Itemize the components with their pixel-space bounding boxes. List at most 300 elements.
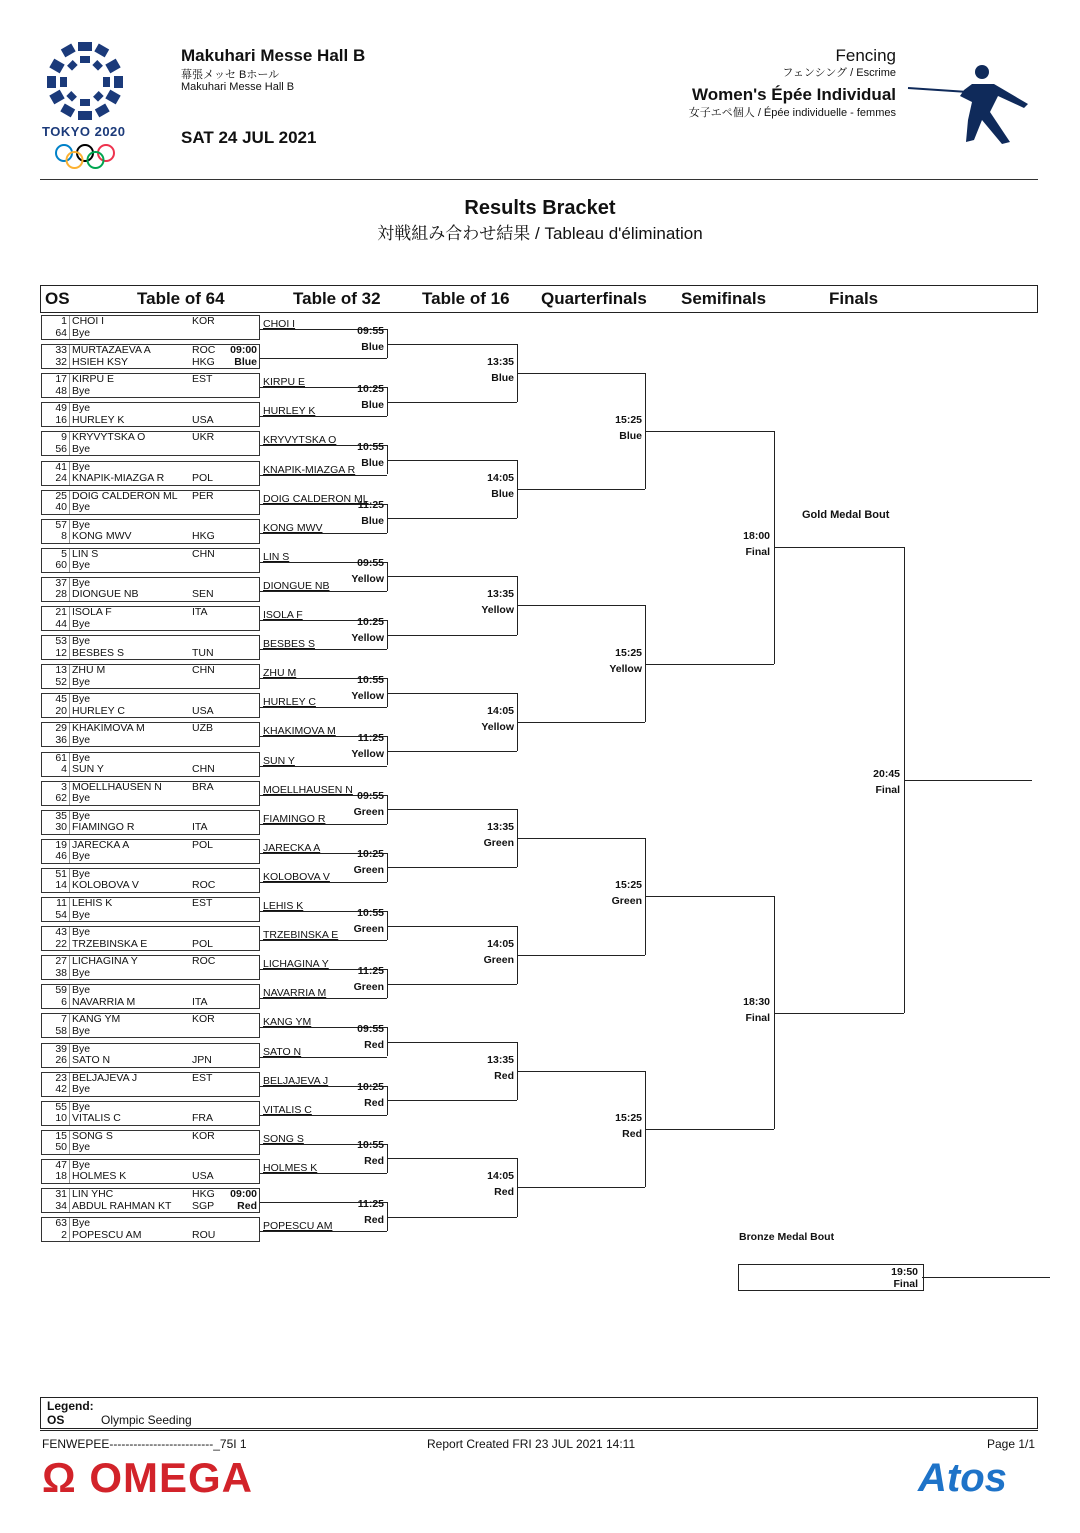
table16-line [387,344,517,345]
table32-bout-time: 10:25 [357,382,384,395]
fencer-seed: 48 [55,384,67,397]
fencer-seed: 54 [55,908,67,921]
fencer-noc: HKG [192,355,215,368]
fencer-name: Bye [72,693,91,706]
fencer-noc: ITA [192,995,208,1008]
table32-fencer: SATO N [263,1045,302,1058]
table64-bout [41,461,260,486]
fencer-name: Bye [72,576,91,589]
table32-fencer: KNAPIK-MIAZGA R [263,463,356,476]
table16-line [387,867,517,868]
table32-line [260,824,387,825]
quarter-line [517,1187,645,1188]
fencer-name: Bye [72,908,91,921]
table64-bout [41,402,260,427]
fencer-name: DIONGUE NB [72,588,139,601]
bout-piste: Blue [234,355,257,368]
table64-bout [41,722,260,747]
fencer-name: HURLEY K [72,413,125,426]
table32-bout-piste: Blue [361,340,384,353]
fencer-row [42,648,259,660]
gold-medal-label: Gold Medal Bout [802,509,890,521]
fencer-noc: ITA [192,606,208,618]
fencer-row [42,910,259,922]
fencer-seed: 59 [55,984,67,997]
fencer-name: ZHU M [72,664,106,677]
quarter-bout-piste: Green [611,895,642,908]
column-semifinals: Semifinals [681,289,767,308]
fencer-noc: KOR [192,1129,215,1142]
fencer-row [42,636,259,648]
table64-bout [41,810,260,835]
fencer-row [42,1084,259,1096]
fencer-seed: 47 [55,1158,67,1171]
table64-bout [41,635,260,660]
semi-line [645,1129,774,1130]
column-table-64: Table of 64 [137,289,225,308]
fencer-seed: 50 [55,1141,67,1154]
fencer-seed: 51 [55,867,67,880]
fencer-noc: ROU [192,1228,216,1241]
table32-line [260,416,387,417]
table16-line [387,984,517,985]
final-bout-time: 20:45 [873,768,900,781]
fencer-seed: 28 [55,588,67,601]
table16-bout-piste: Red [494,1186,514,1199]
quarter-line [517,838,645,839]
fencer-name: Bye [72,460,91,473]
table64-bout [41,1043,260,1068]
fencer-row [42,1189,259,1201]
fencer-noc: KOR [192,315,215,327]
fencer-name: Bye [72,1158,91,1171]
fencer-seed: 30 [55,821,67,834]
fencer-seed: 43 [55,926,67,939]
fencer-seed: 2 [61,1228,67,1241]
table16-line [387,809,517,810]
fencer-name: Bye [72,867,91,880]
semi-bout-time: 18:30 [743,995,770,1008]
table32-bout-piste: Green [353,806,384,819]
fencer-name: KNAPIK-MIAZGA R [72,472,165,484]
fencer-seed: 24 [55,472,67,484]
fencer-row [42,607,259,619]
fencer-row [42,1218,259,1230]
table16-bout-time: 14:05 [487,937,514,950]
fencer-seed: 22 [55,937,67,950]
fencer-seed: 6 [61,995,67,1008]
table32-fencer: MOELLHAUSEN N [263,783,353,796]
table32-fencer: CHOI I [263,318,296,330]
fencer-name: KANG YM [72,1013,121,1026]
fencer-row [42,956,259,968]
table32-bout-time: 10:25 [357,1081,384,1094]
table32-fencer: DIONGUE NB [263,579,330,592]
fencer-row [42,1171,259,1183]
fencer-seed: 55 [55,1100,67,1113]
fencer-noc: BRA [192,780,214,793]
fencer-noc: ROC [192,344,216,357]
fencer-seed: 18 [55,1170,67,1183]
fencer-row [42,665,259,677]
table32-bout-time: 09:55 [357,790,384,803]
table64-bout [41,1101,260,1126]
fencer-row [42,968,259,980]
champion-line [904,780,1032,781]
table32-fencer: VITALIS C [263,1103,312,1116]
fencer-noc: SGP [192,1199,215,1212]
table32-fencer: NAVARRIA M [263,987,327,1000]
fencer-seed: 35 [55,809,67,822]
fencer-noc: EST [192,1071,213,1084]
fencer-name: HOLMES K [72,1170,127,1183]
fencer-row [42,822,259,834]
fencer-row [42,374,259,386]
fencer-name: Bye [72,518,91,531]
table16-bout-time: 13:35 [487,821,514,834]
fencer-seed: 27 [55,955,67,968]
fencer-seed: 56 [55,442,67,455]
table64-bout [41,664,260,689]
fencer-row [42,415,259,427]
fencer-row [42,619,259,631]
fencer-name: Bye [72,966,91,979]
fencer-seed: 52 [55,675,67,688]
column-table-16: Table of 16 [422,289,510,308]
atos-logo: Atos [918,1456,1007,1500]
table64-bout [41,1159,260,1184]
fencer-row [42,764,259,776]
table32-fencer: KIRPU E [263,376,306,389]
table16-line [387,1158,517,1159]
table16-bout-time: 14:05 [487,1170,514,1183]
fencer-row [42,939,259,951]
fencer-row [42,1230,259,1242]
table16-bout-piste: Yellow [481,720,514,733]
table32-fencer: HOLMES K [263,1161,318,1174]
page-title: Results Bracket [464,197,616,219]
fencer-seed: 8 [61,530,67,543]
fencer-seed: 41 [55,460,67,473]
table16-bout-time: 14:05 [487,472,514,485]
table32-fencer: LICHAGINA Y [263,958,329,971]
quarter-bout-piste: Yellow [609,662,642,675]
fencer-name: LIN S [72,547,99,560]
quarter-line [517,955,645,956]
table32-fencer: ZHU M [263,667,297,680]
table64-bout [41,1130,260,1155]
semi-line [645,431,774,432]
table64-bout [41,606,260,631]
fencer-name: Bye [72,501,91,514]
table32-fencer: ISOLA F [263,609,303,621]
fencer-name: Bye [72,984,91,997]
fencer-name: BESBES S [72,646,124,659]
fencer-name: Bye [72,635,91,648]
final-line [774,547,904,548]
venue-title: Makuhari Messe Hall B [181,46,366,65]
fencer-noc: USA [192,704,214,717]
table64-bout [41,315,260,340]
footer-code: FENWEPEE--------------------------_75I 1 [42,1437,247,1451]
table32-fencer: KRYVYTSKA O [263,434,337,447]
fencer-name: ISOLA F [72,606,112,618]
bronze-winner-line [922,1277,1050,1278]
table32-bout-piste: Green [353,922,384,935]
fencer-seed: 7 [61,1013,67,1026]
fencer-seed: 14 [55,879,67,892]
fencer-seed: 49 [55,402,67,415]
table32-line [260,533,387,534]
table64-bout [41,344,260,369]
fencer-noc: POL [192,472,214,484]
table64-bout [41,373,260,398]
table16-line [387,693,517,694]
fencer-seed: 29 [55,722,67,735]
fencer-row [42,473,259,485]
bout-time: 09:00 [230,344,257,357]
fencer-noc: HKG [192,1188,215,1200]
table32-bout-piste: Green [353,980,384,993]
fencer-row [42,851,259,863]
fencer-seed: 4 [61,763,67,775]
fencer-seed: 32 [55,355,67,368]
table16-line [387,635,517,636]
fencer-seed: 61 [55,751,67,764]
table32-fencer: KOLOBOVA V [263,870,330,883]
semi-bout-piste: Final [745,1011,770,1024]
table64-bout [41,548,260,573]
table16-bout-piste: Yellow [481,604,514,617]
fencer-seed: 58 [55,1024,67,1037]
fencer-seed: 38 [55,966,67,979]
tokyo-2020-logo [44,40,126,122]
fencer-noc: ITA [192,821,208,834]
fencer-noc: CHN [192,547,215,560]
legend-code: OS [47,1413,65,1427]
table32-bout-time: 10:55 [357,440,384,453]
table64-bout [41,868,260,893]
fencer-noc: POL [192,937,214,950]
fencer-name: Bye [72,1100,91,1113]
quarter-line [517,605,645,606]
fencer-row [42,444,259,456]
fencer-name: HSIEH KSY [72,355,129,368]
table16-bout-piste: Green [483,953,514,966]
fencer-row [42,1142,259,1154]
fencer-row [42,531,259,543]
table32-fencer: SONG S [263,1132,304,1145]
fencer-name: Bye [72,617,91,630]
table16-line [387,751,517,752]
fencer-name: Bye [72,402,91,415]
fencer-seed: 3 [61,780,67,793]
table32-line [260,649,387,650]
table64-bout [41,490,260,515]
omega-logo: Ω OMEGA [42,1454,254,1501]
sport-subtitle: フェンシング / Escrime [782,67,896,79]
table16-bout-time: 14:05 [487,704,514,717]
fencer-row [42,357,259,369]
table32-bout-piste: Red [364,1155,384,1168]
fencer-name: NAVARRIA M [72,995,136,1008]
fencer-name: DOIG CALDERON ML [72,489,178,502]
quarter-bout-time: 15:25 [615,879,642,892]
table16-line [387,1042,517,1043]
fencer-name: Bye [72,1024,91,1037]
venue-japanese: 幕張メッセ Bホール [181,69,280,81]
table16-bout-time: 13:35 [487,355,514,368]
fencer-name: TRZEBINSKA E [72,937,148,950]
table32-bout-time: 09:55 [357,1022,384,1035]
fencer-row [42,735,259,747]
fencer-name: SATO N [72,1054,111,1066]
table64-bout [41,839,260,864]
table32-bout-piste: Green [353,864,384,877]
table32-line [260,1173,387,1174]
table32-bout-time: 10:25 [357,615,384,628]
quarter-line [517,373,645,374]
fencer-seed: 33 [55,344,67,357]
quarter-bout-time: 15:25 [615,413,642,426]
fencer-name: VITALIS C [72,1112,121,1125]
table32-line [260,766,387,767]
fencer-name: POPESCU AM [72,1228,142,1241]
fencer-noc: CHN [192,664,215,677]
fencer-seed: 12 [55,646,67,659]
fencer-name: KRYVYTSKA O [72,431,146,444]
table16-line [387,1100,517,1101]
fencer-name: HURLEY C [72,704,125,717]
table64-bout [41,1013,260,1038]
table16-bout-time: 13:35 [487,1054,514,1067]
fencer-noc: EST [192,373,213,386]
legend-underline [40,1430,1038,1431]
table32-bout-piste: Yellow [351,573,384,586]
tokyo-2020-text: TOKYO 2020 [42,124,126,139]
fencer-seed: 31 [55,1188,67,1200]
fencer-seed: 36 [55,733,67,746]
fencer-row [42,898,259,910]
quarter-bout-piste: Red [622,1128,642,1141]
sport-title: Fencing [835,46,896,65]
table16-line [387,926,517,927]
fencer-seed: 1 [61,315,67,327]
fencer-name: Bye [72,559,91,572]
event-subtitle: 女子エペ個人 / Épée individuelle - femmes [688,107,896,119]
table32-fencer: FIAMINGO R [263,812,326,825]
table32-bout-time: 10:55 [357,1139,384,1152]
fencer-noc: FRA [192,1112,213,1125]
table32-line [260,940,387,941]
fencer-name: SUN Y [72,763,104,775]
column-quarterfinals: Quarterfinals [541,289,647,308]
fencer-seed: 9 [61,431,67,444]
quarter-bout-time: 15:25 [615,1112,642,1125]
table32-line [260,1115,387,1116]
fencer-noc: ROC [192,879,216,892]
table64-bout [41,897,260,922]
fencer-seed: 26 [55,1054,67,1066]
table32-bout-piste: Blue [361,515,384,528]
table64-bout [41,519,260,544]
table32-bout-time: 09:55 [357,324,384,337]
semi-bout-piste: Final [745,546,770,559]
table32-fencer: BESBES S [263,638,315,651]
fencer-seed: 34 [55,1199,67,1212]
fencer-row [42,1201,259,1213]
table32-bout-time: 11:25 [357,731,384,744]
table32-bout-piste: Red [364,1213,384,1226]
header-divider [40,179,1038,180]
bracket-header-row [40,285,1038,313]
fencer-noc: UZB [192,722,213,735]
table32-bout-time: 10:55 [357,673,384,686]
table32-bout-piste: Yellow [351,747,384,760]
table32-fencer: SUN Y [263,754,295,767]
table32-bout-time: 11:25 [357,499,384,512]
event-date: SAT 24 JUL 2021 [181,128,317,147]
fencer-seed: 46 [55,850,67,863]
table16-bout-piste: Blue [491,488,514,501]
table64-bout [41,926,260,951]
table16-line [387,460,517,461]
fencer-name: MURTAZAEVA A [72,344,151,357]
table32-fencer: JARECKA A [263,841,321,854]
table32-fencer: BELJAJEVA J [263,1074,329,1087]
quarter-bout-piste: Blue [619,429,642,442]
fencer-name: Bye [72,326,91,339]
table32-fencer: KHAKIMOVA M [263,725,336,738]
fencer-noc: HKG [192,530,215,543]
table64-bout [41,693,260,718]
bronze-bout-piste: Final [893,1278,918,1290]
fencer-seed: 42 [55,1083,67,1096]
table32-fencer: KONG MWV [263,521,323,534]
table32-line [260,998,387,999]
fencer-name: Bye [72,850,91,863]
fencer-seed: 45 [55,693,67,706]
table16-line [387,402,517,403]
table32-bout-piste: Blue [361,456,384,469]
fencer-name: KOLOBOVA V [72,879,139,892]
table64-bout [41,431,260,456]
table16-bout-piste: Red [494,1070,514,1083]
fencer-noc: EST [192,897,213,909]
fencer-seed: 39 [55,1042,67,1055]
quarter-line [517,722,645,723]
footer-page: Page 1/1 [987,1437,1036,1451]
table16-line [387,518,517,519]
fencer-row [42,316,259,328]
venue-english: Makuhari Messe Hall B [181,81,295,93]
fencer-row [42,502,259,514]
table32-line [260,591,387,592]
fencer-seed: 23 [55,1071,67,1084]
legend-meaning: Olympic Seeding [101,1413,192,1427]
olympic-emblem-icon [44,40,126,122]
fencer-name: Bye [72,733,91,746]
fencer-row [42,793,259,805]
bout-time: 09:00 [230,1188,257,1200]
fencer-name: Bye [72,1217,91,1230]
event-title: Women's Épée Individual [692,85,896,104]
bronze-bout-time: 19:50 [891,1266,918,1278]
table32-bout-time: 11:25 [357,1197,384,1210]
table32-bout-time: 09:55 [357,557,384,570]
table32-line [260,1231,387,1232]
fencer-seed: 20 [55,704,67,717]
